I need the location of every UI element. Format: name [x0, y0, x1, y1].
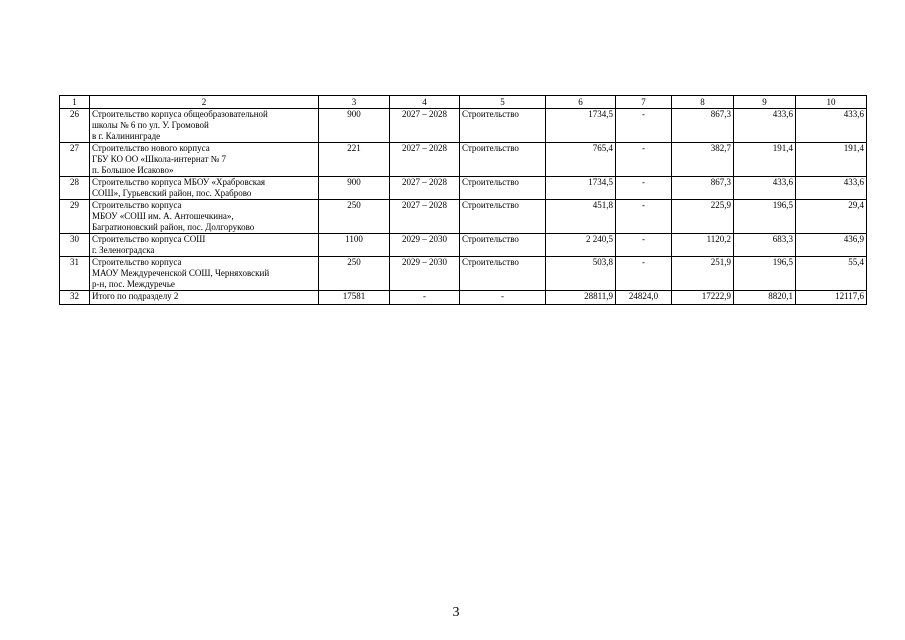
object-name: Строительство нового корпуса ГБУ КО ОО «Школа-интернат № 7 п. Большое Исаково»	[90, 143, 319, 177]
work-type: Строительство	[460, 109, 546, 143]
value-col-9: 433,6	[734, 177, 796, 200]
row-number: 29	[60, 200, 90, 234]
row-number: 30	[60, 234, 90, 257]
header-cell-9: 9	[734, 96, 796, 109]
period: 2027 – 2028	[390, 109, 460, 143]
capacity: 250	[319, 200, 390, 234]
value-col-10: 191,4	[796, 143, 867, 177]
table-row	[60, 143, 867, 177]
header-cell-5: 5	[460, 96, 546, 109]
period-total: -	[390, 291, 460, 305]
total-col-10: 12117,6	[796, 291, 867, 305]
capacity-total: 17581	[319, 291, 390, 305]
total-col-6: 28811,9	[546, 291, 616, 305]
period: 2027 – 2028	[390, 200, 460, 234]
value-col-9: 191,4	[734, 143, 796, 177]
value-col-6: 503,8	[546, 257, 616, 291]
value-col-7: -	[616, 177, 672, 200]
capacity: 250	[319, 257, 390, 291]
period: 2029 – 2030	[390, 257, 460, 291]
row-number: 27	[60, 143, 90, 177]
work-type-total: -	[460, 291, 546, 305]
summary-row	[60, 291, 867, 305]
value-col-7: -	[616, 234, 672, 257]
value-col-9: 683,3	[734, 234, 796, 257]
object-name: Строительство корпуса МАОУ Междуреченской СОШ, Черняховский р-н, пос. Междуречье	[90, 257, 319, 291]
work-type: Строительство	[460, 143, 546, 177]
period: 2027 – 2028	[390, 177, 460, 200]
header-cell-10: 10	[796, 96, 867, 109]
capacity: 221	[319, 143, 390, 177]
total-col-7: 24824,0	[616, 291, 672, 305]
work-type: Строительство	[460, 177, 546, 200]
row-number: 31	[60, 257, 90, 291]
total-col-9: 8820,1	[734, 291, 796, 305]
object-name: Строительство корпуса МБОУ «Храбровская СОШ», Гурьевский район, пос. Храброво	[90, 177, 319, 200]
header-cell-3: 3	[319, 96, 390, 109]
header-cell-4: 4	[390, 96, 460, 109]
capacity: 900	[319, 177, 390, 200]
value-col-6: 765,4	[546, 143, 616, 177]
capacity: 1100	[319, 234, 390, 257]
value-col-6: 1734,5	[546, 177, 616, 200]
period: 2029 – 2030	[390, 234, 460, 257]
work-type: Строительство	[460, 234, 546, 257]
table-row	[60, 177, 867, 200]
row-number: 32	[60, 291, 90, 305]
work-type: Строительство	[460, 257, 546, 291]
capacity: 900	[319, 109, 390, 143]
table-row	[60, 200, 867, 234]
header-cell-6: 6	[546, 96, 616, 109]
value-col-10: 433,6	[796, 177, 867, 200]
value-col-10: 29,4	[796, 200, 867, 234]
object-name: Строительство корпуса общеобразовательной школы № 6 по ул. У. Громовой в г. Калининграде	[90, 109, 319, 143]
summary-label: Итого по подразделу 2	[90, 291, 319, 305]
value-col-8: 1120,2	[672, 234, 734, 257]
value-col-7: -	[616, 257, 672, 291]
work-type: Строительство	[460, 200, 546, 234]
value-col-6: 1734,5	[546, 109, 616, 143]
header-cell-7: 7	[616, 96, 672, 109]
value-col-8: 867,3	[672, 109, 734, 143]
table-row	[60, 257, 867, 291]
value-col-10: 436,9	[796, 234, 867, 257]
object-name: Строительство корпуса МБОУ «СОШ им. А. Антошечкина», Багратионовский район, пос. Долгоруково	[90, 200, 319, 234]
value-col-10: 55,4	[796, 257, 867, 291]
value-col-9: 196,5	[734, 200, 796, 234]
value-col-7: -	[616, 143, 672, 177]
row-number: 26	[60, 109, 90, 143]
header-row	[60, 96, 867, 109]
row-number: 28	[60, 177, 90, 200]
page-number: 3	[452, 605, 460, 620]
value-col-10: 433,6	[796, 109, 867, 143]
header-cell-2: 2	[90, 96, 319, 109]
table-row	[60, 234, 867, 257]
object-name: Строительство корпуса СОШ г. Зеленоградска	[90, 234, 319, 257]
period: 2027 – 2028	[390, 143, 460, 177]
value-col-6: 451,8	[546, 200, 616, 234]
value-col-9: 433,6	[734, 109, 796, 143]
value-col-9: 196,5	[734, 257, 796, 291]
value-col-8: 867,3	[672, 177, 734, 200]
program-table	[59, 95, 867, 305]
table-row	[60, 109, 867, 143]
header-cell-1: 1	[60, 96, 90, 109]
value-col-6: 2 240,5	[546, 234, 616, 257]
value-col-7: -	[616, 109, 672, 143]
value-col-8: 382,7	[672, 143, 734, 177]
value-col-8: 251,9	[672, 257, 734, 291]
value-col-7: -	[616, 200, 672, 234]
total-col-8: 17222,9	[672, 291, 734, 305]
header-cell-8: 8	[672, 96, 734, 109]
value-col-8: 225,9	[672, 200, 734, 234]
